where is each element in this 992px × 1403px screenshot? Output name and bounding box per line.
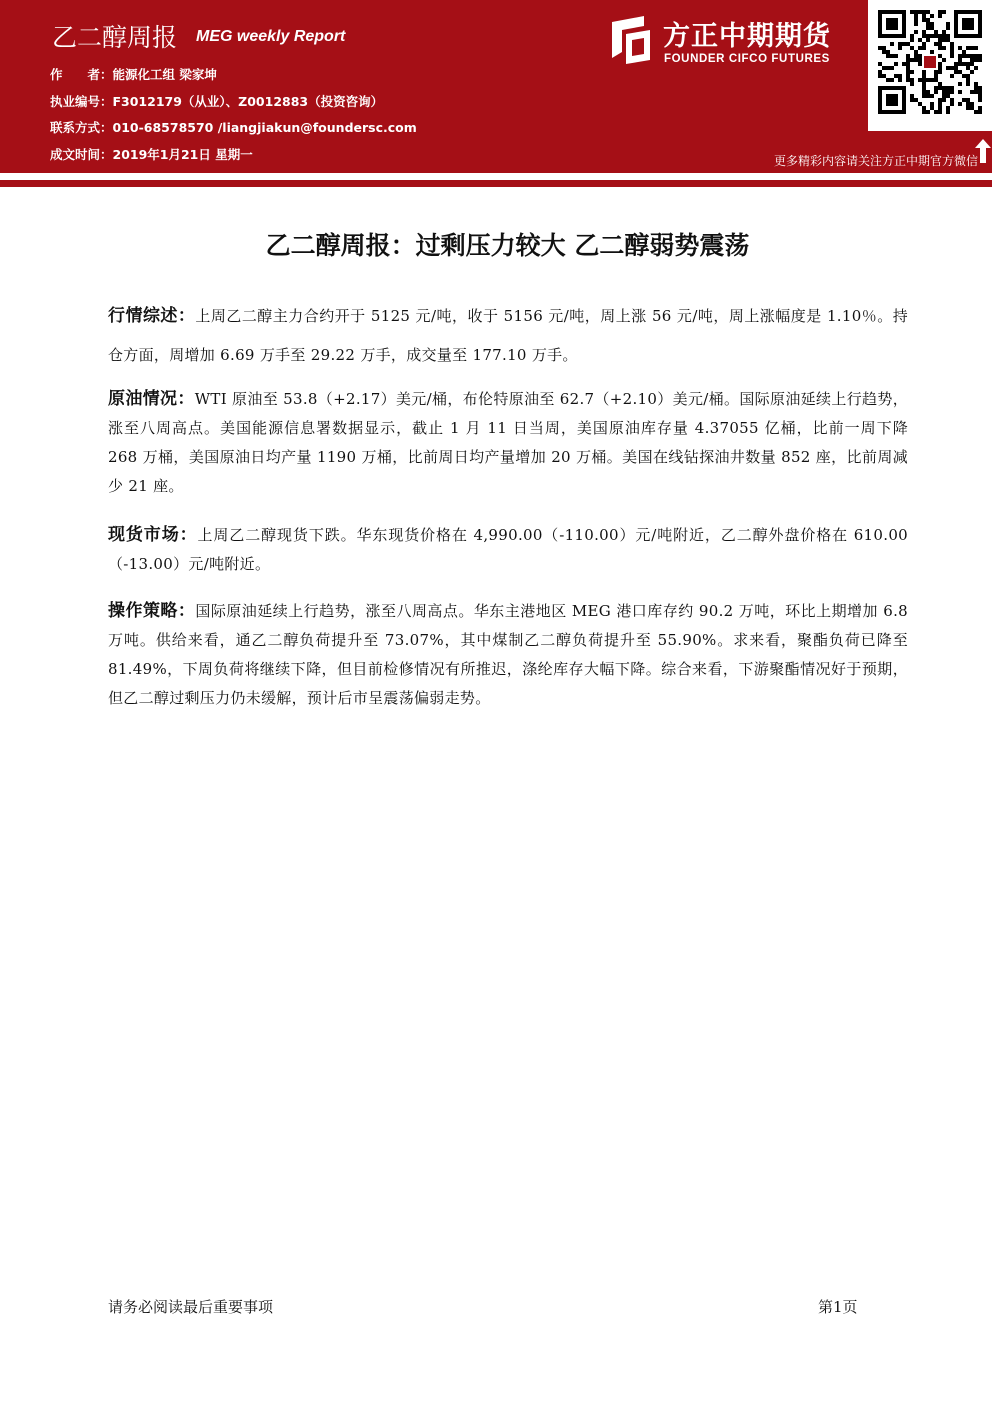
page-number: 第1页 [818,1298,858,1316]
section-label: 行情综述： [108,306,196,326]
section-text: 上周乙二醇现货下跌。华东现货价格在 4,990.00（-110.00）元/吨附近，乙二醇外盘价格在 610.00（-13.00）元/吨附近。 [108,526,909,573]
license-row: 执业编号：F3012179（从业）、Z0012883（投资咨询） [50,93,384,109]
author-row: 作 者：能源化工组 梁家坤 [50,67,217,82]
brand-name-cn: 方正中期期货 [663,21,831,52]
section-crude-oil [108,385,908,501]
contact-row: 联系方式：010-68578570 /liangjiakun@foundersc.com [50,120,417,135]
date-row: 成文时间：2019年1月21日 星期一 [50,146,253,162]
section-market-overview [108,297,908,375]
report-name: 乙二醇周报 [52,23,178,52]
founder-logo-icon [608,14,654,66]
report-header-banner [0,0,992,173]
section-text: WTI 原油至 53.8（+2.17）美元/桶，布伦特原油至 62.7（+2.10）美元/桶。国际原油延续上行趋势，涨至八周高点。美国能源信息署数据显示，截止 1 月 11 日当周，美国原油库存量 4.37055 亿桶，比前一周下降 268 万桶，美国原油日均产量 1190 万桶，比前周日均产量增加 20 万桶。美国在线钻探油井数量 852 座，比前周减少 21 座。 [108,390,908,495]
header-divider [0,180,992,187]
footer-notice: 请务必阅读最后重要事项 [108,1298,274,1316]
brand-logo [608,14,868,74]
section-text: 上周乙二醇主力合约开于 5125 元/吨，收于 5156 元/吨，周上涨 56 元/吨，周上涨幅度是 1.10％。持仓方面，周增加 6.69 万手至 29.22 万手，成交量至 177.10 万手。 [108,307,908,364]
report-title: 乙二醇周报：过剩压力较大 乙二醇弱势震荡 [265,231,750,260]
section-strategy [108,597,908,713]
section-label: 现货市场： [108,525,198,545]
qr-code-icon [868,0,992,131]
wechat-follow-note: 更多精彩内容请关注方正中期官方微信 [773,154,978,168]
report-meta [50,62,417,168]
up-arrow-icon [974,138,992,164]
section-spot-market [108,521,908,579]
section-label: 原油情况： [108,389,195,409]
section-label: 操作策略： [108,601,196,621]
brand-name-en: FOUNDER CIFCO FUTURES [664,53,830,65]
report-subtitle: MEG weekly Report [196,28,346,45]
section-text: 国际原油延续上行趋势，涨至八周高点。华东主港地区 MEG 港口库存约 90.2 万吨，环比上期增加 6.8 万吨。供给来看，通乙二醇负荷提升至 73.07%，其中煤制乙二醇负荷提升至 55.90%。求来看，聚酯负荷已降至 81.49%，下周负荷将继续下降，但目前检修情况有所推迟，涤纶库存大幅下降。综合来看，下游聚酯情况好于预期，但乙二醇过剩压力仍未缓解，预计后市呈震荡偏弱走势。 [108,602,908,707]
